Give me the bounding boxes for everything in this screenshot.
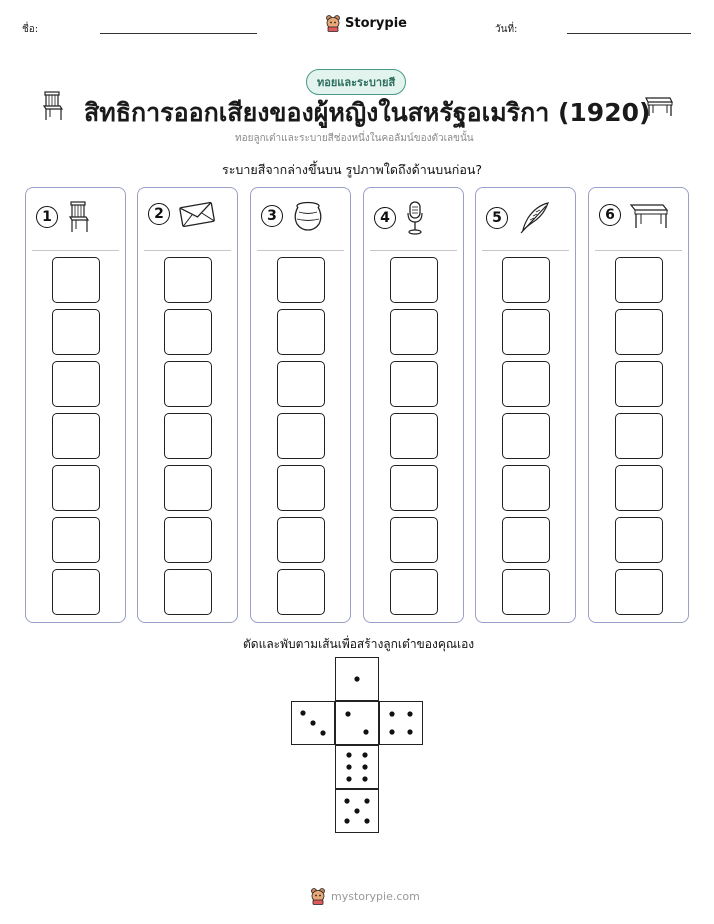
die-pip — [362, 764, 367, 769]
color-column-5 — [475, 187, 576, 623]
color-box[interactable] — [615, 517, 663, 563]
chair-icon — [66, 200, 92, 234]
die-pip — [346, 764, 351, 769]
color-box[interactable] — [390, 309, 438, 355]
column-divider — [257, 250, 344, 251]
cut-instruction: ตัดและพับตามเส้นเพื่อสร้างลูกเต๋าของคุณเอง — [243, 637, 475, 651]
die-pip — [364, 798, 369, 803]
die-face-1 — [335, 657, 379, 701]
color-box[interactable] — [277, 465, 325, 511]
date-line[interactable] — [567, 33, 691, 34]
question-text: ระบายสีจากล่างขึ้นบน รูปภาพใดถึงด้านบนก่อน? — [222, 162, 483, 177]
die-pips — [336, 658, 380, 702]
color-box[interactable] — [52, 517, 100, 563]
color-box[interactable] — [502, 465, 550, 511]
color-box[interactable] — [277, 257, 325, 303]
name-line[interactable] — [100, 33, 257, 34]
brand-name: Storypie — [345, 15, 407, 31]
microphone-icon — [404, 200, 426, 236]
die-pip — [407, 729, 412, 734]
column-number: 3 — [261, 205, 283, 227]
color-box[interactable] — [52, 413, 100, 459]
column-divider — [482, 250, 569, 251]
chair-icon — [40, 90, 66, 122]
column-number: 2 — [148, 203, 170, 225]
die-pip — [345, 711, 350, 716]
color-box[interactable] — [52, 361, 100, 407]
column-header — [599, 200, 669, 230]
die-pip — [362, 776, 367, 781]
color-column-3 — [250, 187, 351, 623]
color-box[interactable] — [502, 517, 550, 563]
color-column-6 — [588, 187, 689, 623]
storypie-mascot-icon — [325, 14, 341, 32]
die-face-5 — [335, 789, 379, 833]
die-pips — [336, 746, 380, 790]
column-header — [486, 200, 552, 236]
color-box[interactable] — [164, 569, 212, 615]
column-divider — [595, 250, 682, 251]
column-number: 4 — [374, 207, 396, 229]
color-box[interactable] — [502, 309, 550, 355]
envelope-icon — [178, 200, 216, 228]
die-face-6 — [335, 745, 379, 789]
page-title: สิทธิการออกเสียงของผู้หญิงในสหรัฐอเมริกา (1920) — [84, 98, 651, 127]
color-column-4 — [363, 187, 464, 623]
column-number: 1 — [36, 206, 58, 228]
color-box[interactable] — [502, 361, 550, 407]
color-box[interactable] — [615, 569, 663, 615]
color-box[interactable] — [164, 257, 212, 303]
feather-quill-icon — [516, 200, 552, 236]
color-box[interactable] — [390, 361, 438, 407]
die-pip — [344, 798, 349, 803]
die-pips — [336, 702, 380, 746]
color-box[interactable] — [277, 361, 325, 407]
die-pips — [292, 702, 336, 746]
die-pip — [346, 752, 351, 757]
color-box[interactable] — [390, 569, 438, 615]
die-pip — [300, 710, 305, 715]
color-box[interactable] — [52, 257, 100, 303]
color-box[interactable] — [277, 309, 325, 355]
column-header — [148, 200, 216, 228]
color-box[interactable] — [390, 465, 438, 511]
color-box[interactable] — [164, 465, 212, 511]
die-pip — [362, 752, 367, 757]
die-face-3 — [291, 701, 335, 745]
column-number: 6 — [599, 204, 621, 226]
column-header — [261, 200, 325, 232]
die-pip — [364, 818, 369, 823]
color-box[interactable] — [502, 257, 550, 303]
die-pip — [346, 776, 351, 781]
column-header — [36, 200, 92, 234]
die-pip — [320, 730, 325, 735]
footer — [310, 887, 420, 905]
color-box[interactable] — [615, 309, 663, 355]
die-face-2 — [335, 701, 379, 745]
color-column-1 — [25, 187, 126, 623]
die-pips — [380, 702, 424, 746]
color-box[interactable] — [52, 309, 100, 355]
color-column-2 — [137, 187, 238, 623]
die-pip — [407, 711, 412, 716]
die-pip — [389, 711, 394, 716]
color-box[interactable] — [615, 361, 663, 407]
table-icon — [644, 94, 674, 118]
column-number: 5 — [486, 207, 508, 229]
pot-icon — [291, 200, 325, 232]
color-box[interactable] — [390, 413, 438, 459]
column-divider — [370, 250, 457, 251]
die-pips — [336, 790, 380, 834]
die-pip — [354, 676, 359, 681]
color-box[interactable] — [390, 517, 438, 563]
table-icon — [629, 200, 669, 230]
color-box[interactable] — [390, 257, 438, 303]
color-box[interactable] — [502, 569, 550, 615]
color-box[interactable] — [164, 309, 212, 355]
column-header — [374, 200, 426, 236]
color-box[interactable] — [52, 569, 100, 615]
footer-url[interactable]: mystorypie.com — [331, 889, 420, 903]
color-box[interactable] — [615, 257, 663, 303]
color-box[interactable] — [52, 465, 100, 511]
color-box[interactable] — [615, 413, 663, 459]
color-box[interactable] — [164, 517, 212, 563]
name-label: ชื่อ: — [22, 24, 39, 35]
page-subtitle: ทอยลูกเต๋าและระบายสีช่องหนึ่งในคอลัมน์ของตัวเลขนั้น — [235, 133, 474, 144]
column-divider — [144, 250, 231, 251]
die-pip — [354, 808, 359, 813]
color-box[interactable] — [277, 517, 325, 563]
die-pip — [310, 720, 315, 725]
color-box[interactable] — [615, 465, 663, 511]
color-box[interactable] — [502, 413, 550, 459]
die-pip — [363, 729, 368, 734]
die-pip — [389, 729, 394, 734]
color-box[interactable] — [277, 569, 325, 615]
die-face-4 — [379, 701, 423, 745]
color-box[interactable] — [164, 413, 212, 459]
date-label: วันที่: — [495, 24, 518, 35]
die-pip — [344, 818, 349, 823]
color-box[interactable] — [164, 361, 212, 407]
activity-badge: ทอยและระบายสี — [306, 69, 406, 95]
brand-logo — [325, 14, 407, 32]
column-divider — [32, 250, 119, 251]
storypie-mascot-icon — [310, 887, 326, 905]
color-box[interactable] — [277, 413, 325, 459]
